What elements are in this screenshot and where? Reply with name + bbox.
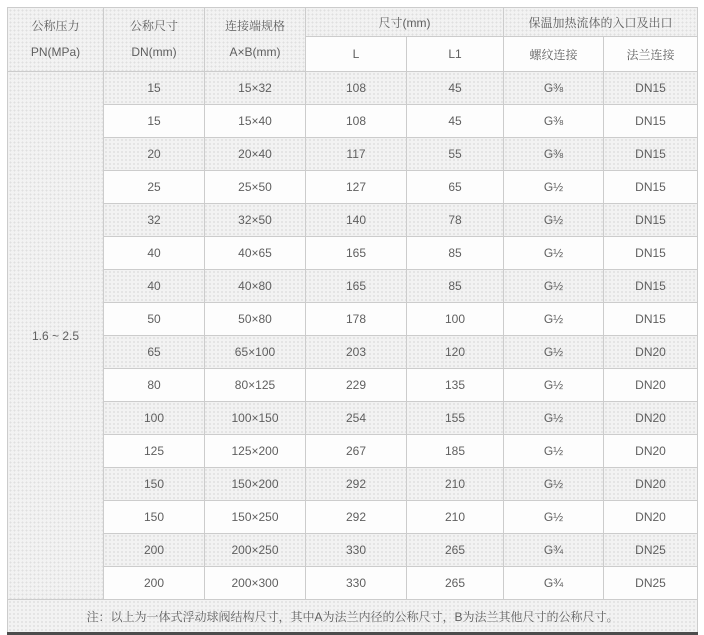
table-cell: 65 <box>104 336 205 369</box>
table-cell: 20×40 <box>205 138 306 171</box>
table-row <box>8 336 698 369</box>
table-cell: G½ <box>504 303 604 336</box>
table-cell: 80 <box>104 369 205 402</box>
header-sub-l: L <box>306 37 407 72</box>
table-cell: 85 <box>407 270 504 303</box>
table-cell: 45 <box>407 105 504 138</box>
table-cell: DN15 <box>604 105 698 138</box>
note-row <box>8 600 698 634</box>
table-row <box>8 402 698 435</box>
table-cell: G½ <box>504 435 604 468</box>
table-cell: 150 <box>104 468 205 501</box>
table-cell: 165 <box>306 270 407 303</box>
table-row <box>8 105 698 138</box>
table-note: 注：以上为一体式浮动球阀结构尺寸，其中A为法兰内径的公称尺寸，B为法兰其他尺寸的公称尺寸。 <box>8 600 698 634</box>
table-cell: DN15 <box>604 138 698 171</box>
table-row <box>8 270 698 303</box>
table-cell: 265 <box>407 534 504 567</box>
table-footer <box>8 600 698 634</box>
table-cell: G½ <box>504 468 604 501</box>
table-cell: 55 <box>407 138 504 171</box>
table-cell: 200 <box>104 567 205 600</box>
table-cell: DN25 <box>604 534 698 567</box>
table-cell: 15×32 <box>205 72 306 105</box>
table-cell: G½ <box>504 171 604 204</box>
table-cell: 45 <box>407 72 504 105</box>
table-row <box>8 369 698 402</box>
header-dn-cn: 公称尺寸 <box>129 19 178 34</box>
table-cell: 178 <box>306 303 407 336</box>
table-cell: DN20 <box>604 402 698 435</box>
valve-spec-table <box>7 7 698 635</box>
table-cell: 15 <box>104 105 205 138</box>
table-cell: 200×250 <box>205 534 306 567</box>
table-cell: G¾ <box>504 567 604 600</box>
table-cell: 330 <box>306 567 407 600</box>
table-cell: 117 <box>306 138 407 171</box>
table-body <box>8 72 698 600</box>
table-cell: 165 <box>306 237 407 270</box>
header-group-row <box>8 8 698 37</box>
table-cell: 125 <box>104 435 205 468</box>
table-cell: 50×80 <box>205 303 306 336</box>
header-sub-flange: 法兰连接 <box>604 37 698 72</box>
header-pressure-cn: 公称压力 <box>31 19 80 34</box>
table-cell: 125×200 <box>205 435 306 468</box>
table-row <box>8 468 698 501</box>
table-cell: 78 <box>407 204 504 237</box>
table-cell: 40 <box>104 270 205 303</box>
header-dn <box>104 8 205 72</box>
table-cell: G⅜ <box>504 72 604 105</box>
header-pressure <box>8 8 104 72</box>
table-cell: G½ <box>504 402 604 435</box>
table-cell: DN25 <box>604 567 698 600</box>
table-cell: 200×300 <box>205 567 306 600</box>
table-cell: 185 <box>407 435 504 468</box>
table-cell: 203 <box>306 336 407 369</box>
table-row <box>8 534 698 567</box>
table-cell: 127 <box>306 171 407 204</box>
table-cell: 150×200 <box>205 468 306 501</box>
table-cell: 85 <box>407 237 504 270</box>
table-row <box>8 204 698 237</box>
table-cell: 200 <box>104 534 205 567</box>
table-cell: DN20 <box>604 369 698 402</box>
table-cell: 150×250 <box>205 501 306 534</box>
table-cell: 155 <box>407 402 504 435</box>
table-cell: 267 <box>306 435 407 468</box>
table-cell: 25×50 <box>205 171 306 204</box>
table-cell: DN15 <box>604 171 698 204</box>
header-pressure-unit: PN(MPa) <box>30 44 81 59</box>
pressure-span-cell: 1.6 ~ 2.5 <box>8 72 104 600</box>
table-cell: DN15 <box>604 237 698 270</box>
table-cell: G½ <box>504 336 604 369</box>
header-sub-thread: 螺纹连接 <box>504 37 604 72</box>
table-cell: 65 <box>407 171 504 204</box>
table-cell: DN20 <box>604 336 698 369</box>
table-cell: 108 <box>306 105 407 138</box>
table-cell: 100 <box>407 303 504 336</box>
table-cell: 330 <box>306 534 407 567</box>
table-cell: 150 <box>104 501 205 534</box>
table-cell: 140 <box>306 204 407 237</box>
header-port-group: 保温加热流体的入口及出口 <box>504 8 698 37</box>
table-cell: 50 <box>104 303 205 336</box>
table-cell: 15×40 <box>205 105 306 138</box>
table-cell: 135 <box>407 369 504 402</box>
table-row <box>8 501 698 534</box>
table-cell: 32 <box>104 204 205 237</box>
table-row <box>8 435 698 468</box>
table-cell: 80×125 <box>205 369 306 402</box>
table-cell: 40 <box>104 237 205 270</box>
table-row <box>8 72 698 105</box>
table-cell: 108 <box>306 72 407 105</box>
table-cell: G⅜ <box>504 138 604 171</box>
table-header <box>8 8 698 72</box>
table-cell: 292 <box>306 468 407 501</box>
table-cell: DN20 <box>604 468 698 501</box>
table-cell: 25 <box>104 171 205 204</box>
table-cell: 100×150 <box>205 402 306 435</box>
table-cell: 254 <box>306 402 407 435</box>
header-connection <box>205 8 306 72</box>
table-cell: DN15 <box>604 204 698 237</box>
table-cell: 229 <box>306 369 407 402</box>
header-connection-cn: 连接端规格 <box>224 19 285 34</box>
table-cell: G½ <box>504 204 604 237</box>
header-connection-unit: A×B(mm) <box>229 44 281 59</box>
table-cell: 32×50 <box>205 204 306 237</box>
table-cell: G½ <box>504 369 604 402</box>
table-row <box>8 237 698 270</box>
header-dn-unit: DN(mm) <box>131 44 177 59</box>
table-cell: 210 <box>407 501 504 534</box>
table-cell: 15 <box>104 72 205 105</box>
table-cell: 120 <box>407 336 504 369</box>
header-size-group: 尺寸(mm) <box>306 8 504 37</box>
table-cell: 65×100 <box>205 336 306 369</box>
table-row <box>8 171 698 204</box>
table-cell: 210 <box>407 468 504 501</box>
table-row <box>8 138 698 171</box>
table-cell: G½ <box>504 270 604 303</box>
table-cell: G½ <box>504 237 604 270</box>
table-cell: G½ <box>504 501 604 534</box>
table-cell: G⅜ <box>504 105 604 138</box>
table-row <box>8 303 698 336</box>
table-cell: 265 <box>407 567 504 600</box>
header-sub-l1: L1 <box>407 37 504 72</box>
table-cell: 40×80 <box>205 270 306 303</box>
table-cell: DN15 <box>604 270 698 303</box>
table-cell: 40×65 <box>205 237 306 270</box>
table-cell: DN15 <box>604 303 698 336</box>
table-cell: DN20 <box>604 435 698 468</box>
table-cell: 20 <box>104 138 205 171</box>
table-cell: 100 <box>104 402 205 435</box>
table-cell: 292 <box>306 501 407 534</box>
table-row <box>8 567 698 600</box>
table-cell: DN20 <box>604 501 698 534</box>
table-cell: DN15 <box>604 72 698 105</box>
table-cell: G¾ <box>504 534 604 567</box>
